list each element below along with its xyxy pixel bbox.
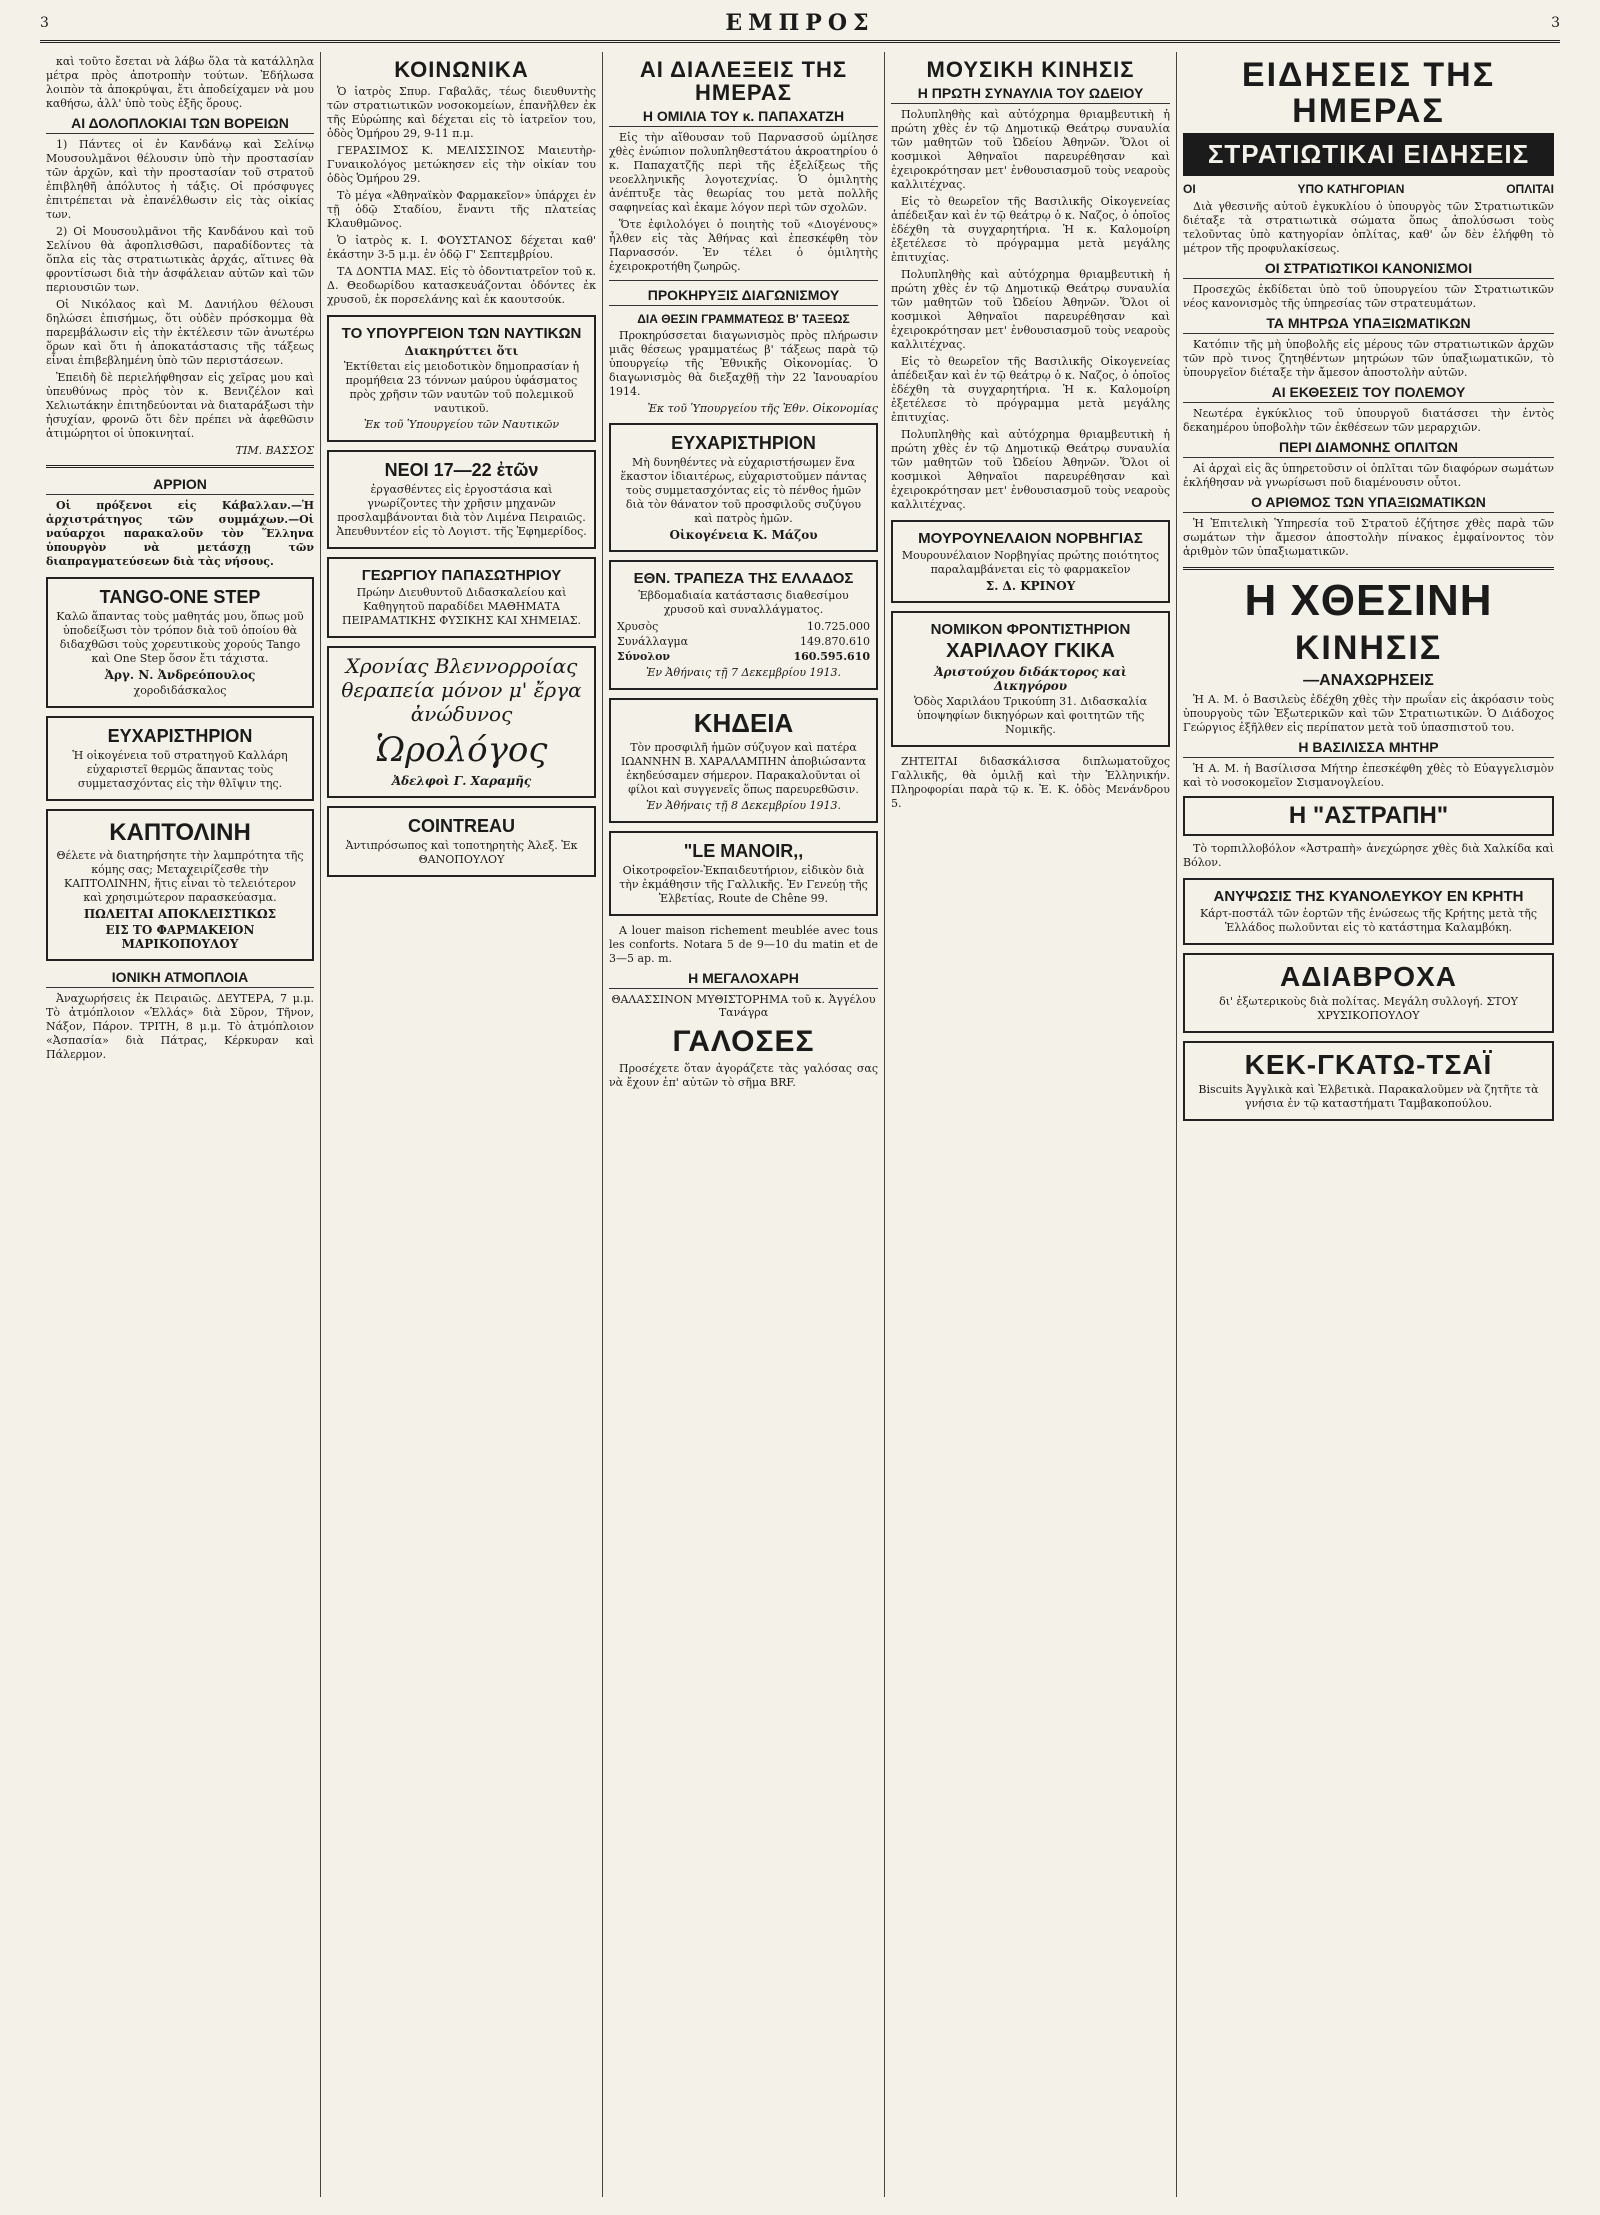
- row-value: 10.725.000: [807, 620, 870, 634]
- ad-text: Καλῶ ἅπαντας τοὺς μαθητάς μου, ὅπως μοῦ ὑποδείξωσι τὸν τρόπον διὰ τοῦ ὁποίου θὰ διδαχθῶσι τοὺς χορευτικοὺς χορούς Tango καὶ One Step ὅσον ἔτι τάχιστα.: [56, 610, 304, 665]
- ad-text: Πρώην Διευθυντοῦ Διδασκαλείου καὶ Καθηγητοῦ παραδίδει ΜΑΘΗΜΑΤΑ ΠΕΙΡΑΜΑΤΙΚΗΣ ΦΥΣΙΚΗΣ ΚΑΙ ΧΗΜΕΙΑΣ.: [341, 586, 582, 628]
- watchmaker-ad: [327, 646, 596, 798]
- ad-text: Μὴ δυνηθέντες νὰ εὐχαριστήσωμεν ἕνα ἕκαστον ἰδιαιτέρως, εὐχαριστοῦμεν πάντας τοὺς συμμετασχόντας εἰς τὸ πένθος ἡμῶν διὰ τὸν θάνατον τοῦ προσφιλοῦς συζύγου καὶ πατρὸς ἡμῶν.: [620, 456, 867, 526]
- headline-part: ΥΠΟ ΚΑΤΗΓΟΡΙΑΝ: [1297, 182, 1405, 197]
- article-text: Πολυπληθὴς καὶ αὐτόχρημα θριαμβευτικὴ ἡ πρώτη χθὲς ἐν τῷ Δημοτικῷ Θεάτρῳ συναυλία τῶν μαθητῶν τοῦ Ὠδείου Ἀθηνῶν. Ὅλοι οἱ κοσμικοὶ Ἀθηναῖοι παρευρέθησαν καὶ ἐχειροκρότησαν μετ' ἐνθουσιασμοῦ τοὺς νεαροὺς καλλιτέχνας.: [891, 268, 1170, 352]
- tango-ad: [46, 577, 314, 708]
- funeral-notice: [609, 698, 878, 823]
- ad-title: Ὡρολόγος: [375, 730, 548, 771]
- ad-text: Μουρουνέλαιον Νορβηγίας πρώτης ποιότητος παραλαμβάνεται εἰς τὸ φαρμακεῖον: [901, 549, 1160, 577]
- section-heading: Η ΒΑΣΙΛΙΣΣΑ ΜΗΤΗΡ: [1183, 739, 1554, 758]
- article-text: Κατόπιν τῆς μὴ ὑποβολῆς εἰς μέρους τῶν στρατιωτικῶν ἀρχῶν τῶν πρὸ τινος ζητηθέντων μητρώων τῶν ὑπαξιωματικῶν, τὸ ὑπουργεῖον διέταξε τὴν ἄμεσον ἀποστολὴν αὐτῶν.: [1183, 338, 1554, 380]
- youth-ad: [327, 450, 596, 549]
- ad-title: ΚΗΔΕΙΑ: [693, 708, 794, 739]
- row-value: 160.595.610: [793, 650, 870, 664]
- article-text: Εἰς τὴν αἴθουσαν τοῦ Παρνασσοῦ ὡμίλησε χθὲς ἐνώπιον πολυπληθεστάτου ἀκροατηρίου ὁ κ. Παπαχατζῆς περὶ τῆς ἐξελίξεως τῆς νεοελληνικῆς λογοτεχνίας. Ὁ ὁμιλητὴς ἀνέπτυξε τὰς θεωρίας του μετὰ πολλῆς σαφηνείας καὶ ἐκαμε λόγον περὶ τῶν σχολῶν.: [609, 131, 878, 215]
- article-text: Ἡ Ἐπιτελικὴ Ὑπηρεσία τοῦ Στρατοῦ ἐζήτησε χθὲς παρὰ τῶν σωμάτων τὴν ἄμεσον ἀποστολὴν πίνακος ἐμφαίνοντος τὸν ἀριθμὸν τῶν ὑπαξιωματικῶν.: [1183, 517, 1554, 559]
- ad-subtext: ΠΩΛΕΙΤΑΙ ΑΠΟΚΛΕΙΣΤΙΚΩΣ: [83, 907, 277, 921]
- article-signature: Ἐκ τοῦ Ὑπουργείου τῆς Ἐθν. Οἰκονομίας: [647, 402, 878, 416]
- ad-title: ΝΕΟΙ 17—22 ἐτῶν: [384, 460, 539, 481]
- cake-ad: [1183, 1041, 1554, 1121]
- article-text: ΓΕΡΑΣΙΜΟΣ Κ. ΜΕΛΙΣΣΙΝΟΣ Μαιευτὴρ-Γυναικολόγος μετώκησεν εἰς τὴν οἰκίαν του ὁδὸς Ὁμήρου 29.: [327, 144, 596, 186]
- ad-text: Ἡ οἰκογένεια τοῦ στρατηγοῦ Καλλάρη εὐχαριστεῖ θερμῶς ἅπαντας τοὺς συμμετασχόντας εἰς τὴν θλῖψιν της.: [72, 749, 288, 790]
- law-school-ad: [891, 611, 1170, 747]
- ad-text: Κάρτ-ποστάλ τῶν ἑορτῶν τῆς ἑνώσεως τῆς Κρήτης μετὰ τῆς Ἑλλάδος πωλοῦνται εἰς τὸ κατάστημα Καλαμβόκη.: [1199, 907, 1538, 935]
- column-3: [602, 52, 884, 2197]
- astrapi-heading: Η "ΑΣΤΡΑΠΗ": [1183, 796, 1554, 836]
- ad-text: Ἑβδομαδιαία κατάστασις διαθεσίμου χρυσοῦ καὶ συναλλάγματος.: [638, 589, 849, 617]
- ad-subtext: χοροδιδάσκαλος: [133, 684, 227, 697]
- page-number-right: 3: [1551, 15, 1560, 31]
- masthead: [40, 6, 1560, 43]
- section-heading: ΑΙ ΕΚΘΕΣΕΙΣ ΤΟΥ ΠΟΛΕΜΟΥ: [1183, 384, 1554, 403]
- cointreau-ad: [327, 806, 596, 877]
- section-heading: ΠΡΟΚΗΡΥΞΙΣ ΔΙΑΓΩΝΙΣΜΟΥ: [609, 287, 878, 306]
- kaptolini-ad: [46, 809, 314, 961]
- section-heading: ΤΑ ΜΗΤΡΩΑ ΥΠΑΞΙΩΜΑΤΙΚΩΝ: [1183, 315, 1554, 334]
- ad-pharmacy: ΕΙΣ ΤΟ ΦΑΡΜΑΚΕΙΟΝ ΜΑΡΙΚΟΠΟΥΛΟΥ: [105, 923, 255, 951]
- ad-text: Ἐκτίθεται εἰς μειοδοτικὸν δημοπρασίαν ἡ προμήθεια 23 τόννων μαύρου ὑφάσματος πρὸς χρῆσιν τῶν ναυτῶν τοῦ πολεμικοῦ ναυτικοῦ.: [343, 360, 580, 416]
- section-subheading: ΘΑΛΑΣΣΙΝΟΝ ΜΥΘΙΣΤΟΡΗΜΑ τοῦ κ. Ἀγγέλου Τανάγρα: [611, 993, 876, 1020]
- article-text: Προκηρύσσεται διαγωνισμὸς πρὸς πλήρωσιν μιᾶς θέσεως γραμματέως β' τάξεως παρὰ τῷ ὑπουργείῳ τῆς Ἐθνικῆς Οἰκονομίας. Ὁ διαγωνισμὸς θὰ διεξαχθῇ τὴν 22 Ἰανουαρίου 1914.: [609, 329, 878, 399]
- section-subheading: Η ΠΡΩΤΗ ΣΥΝΑΥΛΙΑ ΤΟΥ ΩΔΕΙΟΥ: [891, 85, 1170, 104]
- section-heading: ΚΙΝΗΣΙΣ: [1294, 628, 1443, 667]
- ad-subtitle: Ἀριστούχου διδάκτορος καὶ Δικηγόρου: [934, 665, 1127, 694]
- raincoats-ad: [1183, 953, 1554, 1033]
- article-text: Ἀναχωρήσεις ἐκ Πειραιῶς. ΔΕΥΤΕΡΑ, 7 μ.μ. Τὸ ἀτμόπλοιον «Ἑλλάς» διὰ Σῦρον, Τῆνον, Νάξον, Πάρον. ΤΡΙΤΗ, 8 μ.μ. Τὸ ἀτμόπλοιον «Ἀσπασία» διὰ Πάτρας, Κέρκυραν καὶ Πάλερμον.: [46, 992, 314, 1061]
- thanks-ad: [46, 716, 314, 801]
- ad-title: COINTREAU: [408, 816, 515, 837]
- article-text: καὶ τοῦτο ἔσεται νὰ λάβω ὅλα τὰ κατάλληλα μέτρα πρὸς ἀποτροπὴν τούτων. Ἐδήλωσα λοιπὸν τὰ ἀποκρύψαι, ἔτι ἀποδείχαμεν νὰ μου καθήσω, ἀλλ' ὑπὸ τοὺς ἐξῆς ὅρους.: [46, 55, 314, 110]
- ad-signature: Ἀργ. Ν. Ἀνδρεόπουλος: [104, 668, 256, 682]
- ad-text: Οἰκοτροφεῖον-Ἐκπαιδευτήριον, εἰδικὸν διὰ τὴν ἐκμάθησιν τῆς Γαλλικῆς. Ἐν Γενεύῃ τῆς Ἑλβετίας, Route de Chêne 99.: [619, 864, 868, 906]
- manoir-ad: [609, 831, 878, 916]
- article-text: Ὁ ἰατρὸς Σπυρ. Γαβαλᾶς, τέως διευθυντὴς τῶν στρατιωτικῶν νοσοκομείων, ἐπανῆλθεν ἐκ τῆς Εὐρώπης καὶ δέχεται εἰς τὸ ἰατρεῖον του, ὁδὸς Ὁμήρου 29, 9-11 π.μ.: [327, 85, 596, 141]
- row-value: 149.870.610: [800, 635, 870, 649]
- thanks-ad-2: [609, 423, 878, 552]
- row-label: Συνάλλαγμα: [617, 635, 689, 649]
- section-subheading: —ΑΝΑΧΩΡΗΣΕΙΣ: [1303, 672, 1434, 690]
- ad-title: ΚΕΚ-ΓΚΑΤΩ-ΤΣΑΪ: [1244, 1049, 1493, 1081]
- section-subheading: ΔΙΑ ΘΕΣΙΝ ΓΡΑΜΜΑΤΕΩΣ Β' ΤΑΞΕΩΣ: [637, 312, 850, 327]
- section-heading: ΑΡΡΙΟΝ: [46, 476, 314, 495]
- ad-name: Ἀδελφοὶ Γ. Χαραμῆς: [391, 774, 532, 789]
- section-heading: ΕΙΔΗΣΕΙΣ ΤΗΣ ΗΜΕΡΑΣ: [1241, 56, 1496, 130]
- ad-subtitle: Διακηρύττει ὅτι: [404, 344, 519, 359]
- article-text: Ἡ Α. Μ. ὁ Βασιλεὺς ἐδέχθη χθὲς τὴν πρωΐαν εἰς ἀκρόασιν τοὺς ὑπουργοὺς τῶν Ἐξωτερικῶν καὶ τῶν Στρατιωτικῶν. Ὁ Διάδοχος Γεώργιος ἐξῆλθεν εἰς περίπατον μετὰ τοῦ ὑπασπιστοῦ του.: [1183, 693, 1554, 735]
- ad-signature: Οἰκογένεια Κ. Μάζου: [669, 528, 818, 543]
- article-signature: ΤΙΜ. ΒΑΣΣΟΣ: [235, 444, 314, 457]
- section-heading: Η ΜΕΓΑΛΟΧΑΡΗ: [609, 970, 878, 989]
- ad-signature: Σ. Δ. ΚΡΙΝΟΥ: [985, 579, 1076, 594]
- section-subheading: Η ΟΜΙΛΙΑ ΤΟΥ κ. ΠΑΠΑΧΑΤΖΗ: [609, 108, 878, 127]
- ad-title: ΚΑΠΤΟΛΙΝΗ: [109, 819, 251, 846]
- military-banner: ΣΤΡΑΤΙΩΤΙΚΑΙ ΕΙΔΗΣΕΙΣ: [1183, 133, 1554, 176]
- ad-title: ΤΟ ΥΠΟΥΡΓΕΙΟΝ ΤΩΝ ΝΑΥΤΙΚΩΝ: [341, 325, 582, 343]
- headline-part: ΟΙ: [1183, 182, 1196, 197]
- ad-title: ΑΝΥΨΩΣΙΣ ΤΗΣ ΚΥΑΝΟΛΕΥΚΟΥ ΕΝ ΚΡΗΤΗ: [1213, 888, 1524, 906]
- ad-signature: Ἐκ τοῦ Ὑπουργείου τῶν Ναυτικῶν: [363, 418, 560, 432]
- article-text: Ὁ ἰατρὸς κ. Ι. ΦΟΥΣΤΑΝΟΣ δέχεται καθ' ἑκάστην 3-5 μ.μ. ἐν ὁδῷ Γ' Σεπτεμβρίου.: [327, 234, 596, 262]
- ad-title: ΕΥΧΑΡΙΣΤΗΡΙΟΝ: [671, 433, 816, 454]
- section-heading: ΜΟΥΣΙΚΗ ΚΙΝΗΣΙΣ: [926, 57, 1135, 82]
- article-text: Πολυπληθὴς καὶ αὐτόχρημα θριαμβευτικὴ ἡ πρώτη χθὲς ἐν τῷ Δημοτικῷ Θεάτρῳ συναυλία τῶν μαθητῶν τοῦ Ὠδείου Ἀθηνῶν. Ὅλοι οἱ κοσμικοὶ Ἀθηναῖοι παρευρέθησαν καὶ ἐχειροκρότησαν μετ' ἐνθουσιασμοῦ τοὺς νεαροὺς καλλιτέχνας.: [891, 108, 1170, 192]
- article-text: Ὅτε ἐφιλολόγει ὁ ποιητὴς τοῦ «Διογένους» ἦλθεν εἰς τὰς Ἀθήνας καὶ ἐπεσκέφθη τὸν Παρνασσόν. Ἐν τέλει ὁ ὁμιλητὴς ἐχειροκροτήθη ζωηρῶς.: [609, 218, 878, 274]
- article-text: Ἐπειδὴ δὲ περιελήφθησαν εἰς χεῖρας μου καὶ ὑπευθύνως πρὸς τὸν κ. Βενιζέλον καὶ Χελιωτάκην ἐπιτηδεύονται νὰ διαταράξωσι τὴν ἡσυχίαν, φρονῶ ὅτι δὲν πρέπει νὰ ἀφεθῶσιν ἀτιμώρητοι οἱ ὑποκινηταί.: [46, 371, 314, 440]
- bank-notice: [609, 560, 878, 690]
- bank-figures: [617, 619, 870, 664]
- ad-date: Ἐν Ἀθήναις τῇ 7 Δεκεμβρίου 1913.: [645, 666, 842, 680]
- article-text: Νεωτέρα ἐγκύκλιος τοῦ ὑπουργοῦ διατάσσει τὴν ἐντὸς δεκαημέρου ὑποβολὴν τῶν ἐκθέσεων τῶν μεραρχιῶν.: [1183, 407, 1554, 435]
- article-text: Ἡ Α. Μ. ἡ Βασίλισσα Μήτηρ ἐπεσκέφθη χθὲς τὸ Εὐαγγελισμὸν καὶ τὸ νοσοκομεῖον Σισμανογλείου.: [1183, 762, 1554, 790]
- ad-title: ΕΥΧΑΡΙΣΤΗΡΙΟΝ: [107, 726, 253, 746]
- article-text: Οἱ Νικόλαος καὶ Μ. Δανιήλου θέλουσι δηλώσει ἐπισήμως, ὅτι οὐδὲν πρόσκομμα θὰ παρεμβάλωσιν εἰς τὴν ἐκτέλεσιν τῶν ἀνωτέρω ὅρων καὶ ὅτι ἡ ἀποκατάστασις τῆς τάξεως εἶναι ἐπιβεβλημένη ὑπὸ τῶν περιστάσεων.: [46, 298, 314, 367]
- section-heading: ΑΙ ΔΙΑΛΕΞΕΙΣ ΤΗΣ ΗΜΕΡΑΣ: [639, 57, 848, 106]
- row-label: Χρυσὸς: [617, 620, 659, 634]
- article-text: 1) Πάντες οἱ ἐν Κανδάνῳ καὶ Σελίνῳ Μουσουλμᾶνοι θέλουσιν ὑπὸ τὴν προστασίαν τῶν ἀρχῶν, καὶ τὴν προστασίαν τοῦ στρατοῦ ἐπιβληθῆ ἀπόλυτος ἡ τάξις. Οἱ πρόσφυγες ἐπιτρέπεται νὰ ἐπανέλθωσιν εἰς τὰς οἰκίας των.: [46, 138, 314, 221]
- article-text: ΤΑ ΔΟΝΤΙΑ ΜΑΣ. Εἰς τὸ ὀδοντιατρεῖον τοῦ κ. Δ. Θεοδωρίδου κατασκευάζονται ὀδόντες ἐκ χρυσοῦ, ἐκ πορσελάνης καὶ ἐκ καουτσούκ.: [327, 265, 596, 307]
- ad-text: Θέλετε νὰ διατηρήσητε τὴν λαμπρότητα τῆς κόμης σας; Μεταχειρίζεσθε τὴν ΚΑΠΤΟΛΙΝΗΝ, ἥτις εἶναι τὸ τελειότερον καὶ χρησιμώτερον παρασκεύασμα.: [56, 849, 304, 904]
- ad-title: "LE MANOIR,,: [683, 841, 804, 862]
- ministry-ad: [327, 315, 596, 442]
- ad-title: ΝΟΜΙΚΟΝ ΦΡΟΝΤΙΣΤΗΡΙΟΝ: [930, 621, 1131, 639]
- newspaper-title: ΕΜΠΡΟΣ: [725, 10, 875, 36]
- ad-title: ΑΔΙΑΒΡΟΧΑ: [1280, 961, 1457, 993]
- row-label: Σύνολον: [617, 650, 671, 664]
- ad-text: ἐργασθέντες εἰς ἐργοστάσια καὶ γνωρίζοντες τὴν χρῆσιν μηχανῶν προσλαμβάνονται διὰ τὸν Λιμένα Πειραιῶς. Ἀπευθυντέον εἰς τὸ Λογιστ. τῆς Ἑφημερίδος.: [336, 483, 587, 539]
- page-number: 3: [40, 15, 49, 31]
- section-heading: ΑΙ ΔΟΛΟΠΛΟΚΙΑΙ ΤΩΝ ΒΟΡΕΙΩΝ: [46, 115, 314, 134]
- crete-ad: [1183, 878, 1554, 945]
- column-4: [884, 52, 1176, 2197]
- article-text: A louer maison richement meublée avec tous les conforts. Notara 5 de 9—10 du matin et de 3—5 ap. m.: [609, 924, 878, 966]
- ad-text: Τὸν προσφιλῆ ἡμῶν σύζυγον καὶ πατέρα ΙΩΑΝΝΗΝ Β. ΧΑΡΑΛΑΜΠΗΝ ἀποβιώσαντα ἐκηδεύσαμεν σήμερον. Παρακαλοῦνται οἱ φίλοι καὶ συγγενεῖς ὅπως παρευρεθῶσιν.: [620, 741, 867, 797]
- headline-part: ΟΠΛΙΤΑΙ: [1506, 182, 1554, 197]
- column-5: [1176, 52, 1560, 2197]
- ad-text: δι' ἐξωτερικοὺς διὰ πολίτας. Μεγάλη συλλογή. ΣΤΟΥ ΧΡΥΣΙΚΟΠΟΥΛΟΥ: [1219, 995, 1518, 1023]
- section-heading: Ο ΑΡΙΘΜΟΣ ΤΩΝ ΥΠΑΞΙΩΜΑΤΙΚΩΝ: [1183, 494, 1554, 513]
- article-text: Οἱ πρόξενοι εἰς Κάβαλλαν.—Ἡ ἀρχιστράτηγος τῶν συμμάχων.—Οἱ ναύαρχοι παρακαλοῦν τὸν Ἕλληνα ὑπουργὸν νὰ μετάσχῃ τῶν διαπραγματεύσεων διὰ τὰς νήσους.: [46, 499, 314, 568]
- article-text: Πολυπληθὴς καὶ αὐτόχρημα θριαμβευτικὴ ἡ πρώτη χθὲς ἐν τῷ Δημοτικῷ Θεάτρῳ συναυλία τῶν μαθητῶν τοῦ Ὠδείου Ἀθηνῶν. Ὅλοι οἱ κοσμικοὶ Ἀθηναῖοι παρευρέθησαν καὶ ἐχειροκρότησαν μετ' ἐνθουσιασμοῦ τοὺς νεαροὺς καλλιτέχνας.: [891, 428, 1170, 512]
- article-text: Εἰς τὸ θεωρεῖον τῆς Βασιλικῆς Οἰκογενείας ἀπέδειξαν καὶ ἐν τῷ θεάτρῳ ὁ κ. Ναζος, ὁ ὁποῖος ἐδέχθη τὰ συγχαρητήρια. Ἡ κ. Καλομοίρη ἐξετέλεσε τὸ πρόγραμμα μετὰ μεγάλης ἐπιτυχίας.: [891, 195, 1170, 265]
- ad-title: ΕΘΝ. ΤΡΑΠΕΖΑ ΤΗΣ ΕΛΛΑΔΟΣ: [633, 570, 854, 588]
- section-heading: ΟΙ ΣΤΡΑΤΙΩΤΙΚΟΙ ΚΑΝΟΝΙΣΜΟΙ: [1183, 260, 1554, 279]
- teacher-ad: [327, 557, 596, 638]
- section-heading: Η ΧΘΕΣΙΝΗ: [1244, 576, 1493, 626]
- section-heading: ΚΟΙΝΩΝΙΚΑ: [394, 57, 529, 82]
- ad-text: Biscuits Ἀγγλικὰ καὶ Ἐλβετικὰ. Παρακαλοῦμεν νὰ ζητῆτε τὰ γνήσια ἐν τῷ καταστήματι Ταμβακοπούλου.: [1198, 1083, 1539, 1111]
- ad-title: ΜΟΥΡΟΥΝΕΛΑΙΟΝ ΝΟΡΒΗΓΙΑΣ: [918, 530, 1143, 548]
- article-text: Αἱ ἀρχαὶ εἰς ἃς ὑπηρετοῦσιν οἱ ὁπλῖται τῶν διαφόρων σωμάτων ἐκλήθησαν νὰ γνωρίσωσι ποῦ διαμένουσιν οὗτοι.: [1183, 462, 1554, 490]
- galoshes-title: ΓΑΛΟΣΕΣ: [672, 1025, 815, 1059]
- ad-date: Ἐν Ἀθήναις τῇ 8 Δεκεμβρίου 1913.: [645, 799, 842, 813]
- ad-text: Ὁδὸς Χαριλάου Τρικούπη 31. Διδασκαλία ὑποψηφίων δικηγόρων καὶ φοιτητῶν τῆς Νομικῆς.: [913, 695, 1148, 737]
- section-heading: ΙΟΝΙΚΗ ΑΤΜΟΠΛΟΙΑ: [46, 969, 314, 988]
- ad-text: Ἀντιπρόσωπος καὶ τοποτηρητὴς Ἀλεξ. Ἐκ ΘΑΝΟΠΟΥΛΟΥ: [345, 839, 578, 867]
- article-text: Διὰ γθεσινῆς αὐτοῦ ἐγκυκλίου ὁ ὑπουργὸς τῶν Στρατιωτικῶν διέταξε τὰ στρατιωτικὰ σώματα ὅπως ἀπολύσωσι τοὺς τελοῦντας ὑπὸ κατηγορίαν ὁπλίτας, καθ' ὧν δὲν ἐλήφθη τὸ μέτρον τῆς προφυλακίσεως.: [1183, 200, 1554, 256]
- ad-name: ΧΑΡΙΛΑΟΥ ΓΚΙΚΑ: [946, 640, 1115, 663]
- ad-title: TANGO-ONE STEP: [99, 587, 261, 607]
- article-text: Εἰς τὸ θεωρεῖον τῆς Βασιλικῆς Οἰκογενείας ἀπέδειξαν καὶ ἐν τῷ θεάτρῳ ὁ κ. Ναζος, ὁ ὁποῖος ἐδέχθη τὰ συγχαρητήρια. Ἡ κ. Καλομοίρη ἐξετέλεσε τὸ πρόγραμμα μετὰ μεγάλης ἐπιτυχίας.: [891, 355, 1170, 425]
- category-headline: [1183, 182, 1554, 196]
- column-1: [40, 52, 320, 2197]
- norway-oil-ad: [891, 520, 1170, 603]
- column-2: [320, 52, 602, 2197]
- article-text: Τὸ τορπιλλοβόλον «Ἀστραπὴ» ἀνεχώρησε χθὲς διὰ Χαλκίδα καὶ Βόλον.: [1183, 842, 1554, 870]
- ad-script-text: Χρονίας Βλεννορροίας θεραπεία μόνον μ' ἔργα ἀνώδυνος: [341, 654, 582, 727]
- article-text: Τὸ μέγα «Ἀθηναϊκὸν Φαρμακεῖον» ὑπάρχει ἐν τῇ ὁδῷ Σταδίου, ἔναντι τῆς πλατείας Κλαυθμῶνος.: [327, 189, 596, 231]
- article-text: 2) Οἱ Μουσουλμᾶνοι τῆς Κανδάνου καὶ τοῦ Σελίνου θὰ ἀφοπλισθῶσι, παραδίδοντες τὰ ὅπλα εἰς τὰς στρατιωτικὰς ἀρχάς, αἵτινες θὰ φροντίσωσι διὰ τὴν ἀσφάλειαν αὐτῶν καὶ τῶν περιουσιῶν των.: [46, 225, 314, 294]
- article-text: Προσεχῶς ἐκδίδεται ὑπὸ τοῦ ὑπουργείου τῶν Στρατιωτικῶν νέος κανονισμὸς τῆς ὑπηρεσίας τῶν στρατευμάτων.: [1183, 283, 1554, 311]
- ad-title: ΓΕΩΡΓΙΟΥ ΠΑΠΑΣΩΤΗΡΙΟΥ: [361, 567, 562, 585]
- article-text: ΖΗΤΕΙΤΑΙ διδασκάλισσα διπλωματοῦχος Γαλλικῆς, θὰ ὁμιλῇ καὶ τὴν Ἑλληνικήν. Πληροφορίαι παρὰ τῷ κ. Ἐ. Κ. ὁδὸς Μενάνδρου 5.: [891, 755, 1170, 811]
- article-text: Προσέχετε ὅταν ἀγοράζετε τὰς γαλόσας σας νὰ ἔχουν ἐπ' αὐτῶν τὸ σῆμα BRF.: [609, 1062, 878, 1090]
- section-heading: ΠΕΡΙ ΔΙΑΜΟΝΗΣ ΟΠΛΙΤΩΝ: [1183, 439, 1554, 458]
